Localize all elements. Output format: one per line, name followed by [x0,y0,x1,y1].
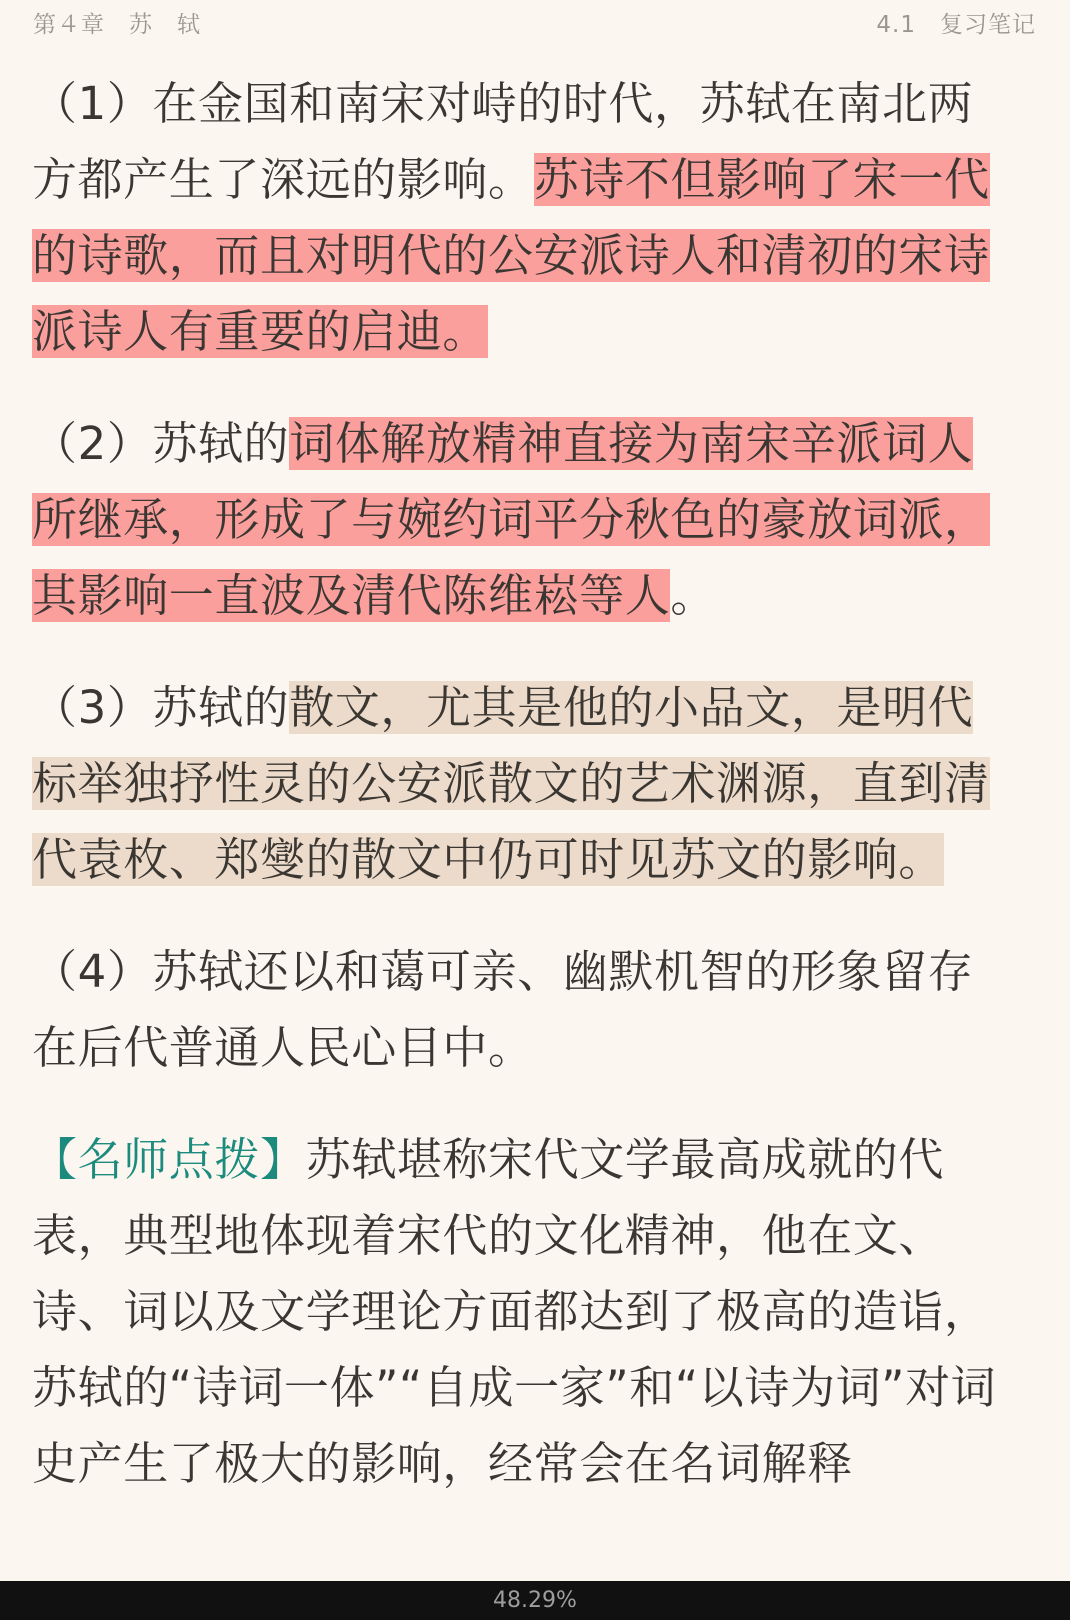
reading-progress-bar [0,1581,1070,1620]
reading-progress: 48.29% [493,1588,577,1613]
paragraph-5[interactable] [32,1122,998,1502]
paragraph-1[interactable] [32,66,998,370]
paragraph-text: 苏轼堪称宋代文学最高成就的代表，典型地体现着宋代的文化精神，他在文、诗、词以及文学理论方面都达到了极高的造诣，苏轼的“诗词一体”“自成一家”和“以诗为词”对词史产生了极大的影响，经常会在名词解释 [32,1133,997,1490]
paragraph-3[interactable] [32,670,998,898]
section-title: 4.1 复习笔记 [876,12,1036,38]
highlight-red[interactable]: 苏诗不但影响了宋一代的诗歌，而且对明代的公安派诗人和清初的宋诗派诗人有重要的启迪。 [32,153,990,358]
paragraph-text: 。 [670,569,717,622]
highlight-red[interactable]: 词体解放精神直接为南宋辛派词人所继承，形成了与婉约词平分秋色的豪放词派，其影响一直波及清代陈维崧等人 [32,417,990,622]
chapter-title: 第４章 苏 轼 [33,12,201,38]
highlight-tan[interactable]: 散文，尤其是他的小品文，是明代标举独抒性灵的公安派散文的艺术渊源，直到清代袁枚、郑燮的散文中仍可时见苏文的影响。 [32,681,990,886]
reader-content[interactable] [32,66,998,1538]
paragraph-text: （1）在金国和南宋对峙的时代，苏轼在南北两方都产生了深远的影响。 [32,77,974,206]
paragraph-text: （2）苏轼的 [32,417,290,470]
teacher-tip-tag: 【名师点拨】 [32,1133,306,1186]
paragraph-text: （3）苏轼的 [32,681,290,734]
paragraph-text: （4）苏轼还以和蔼可亲、幽默机智的形象留存在后代普通人民心目中。 [32,945,974,1074]
paragraph-4[interactable] [32,934,998,1086]
paragraph-2[interactable] [32,406,998,634]
reader-header [0,0,1070,44]
